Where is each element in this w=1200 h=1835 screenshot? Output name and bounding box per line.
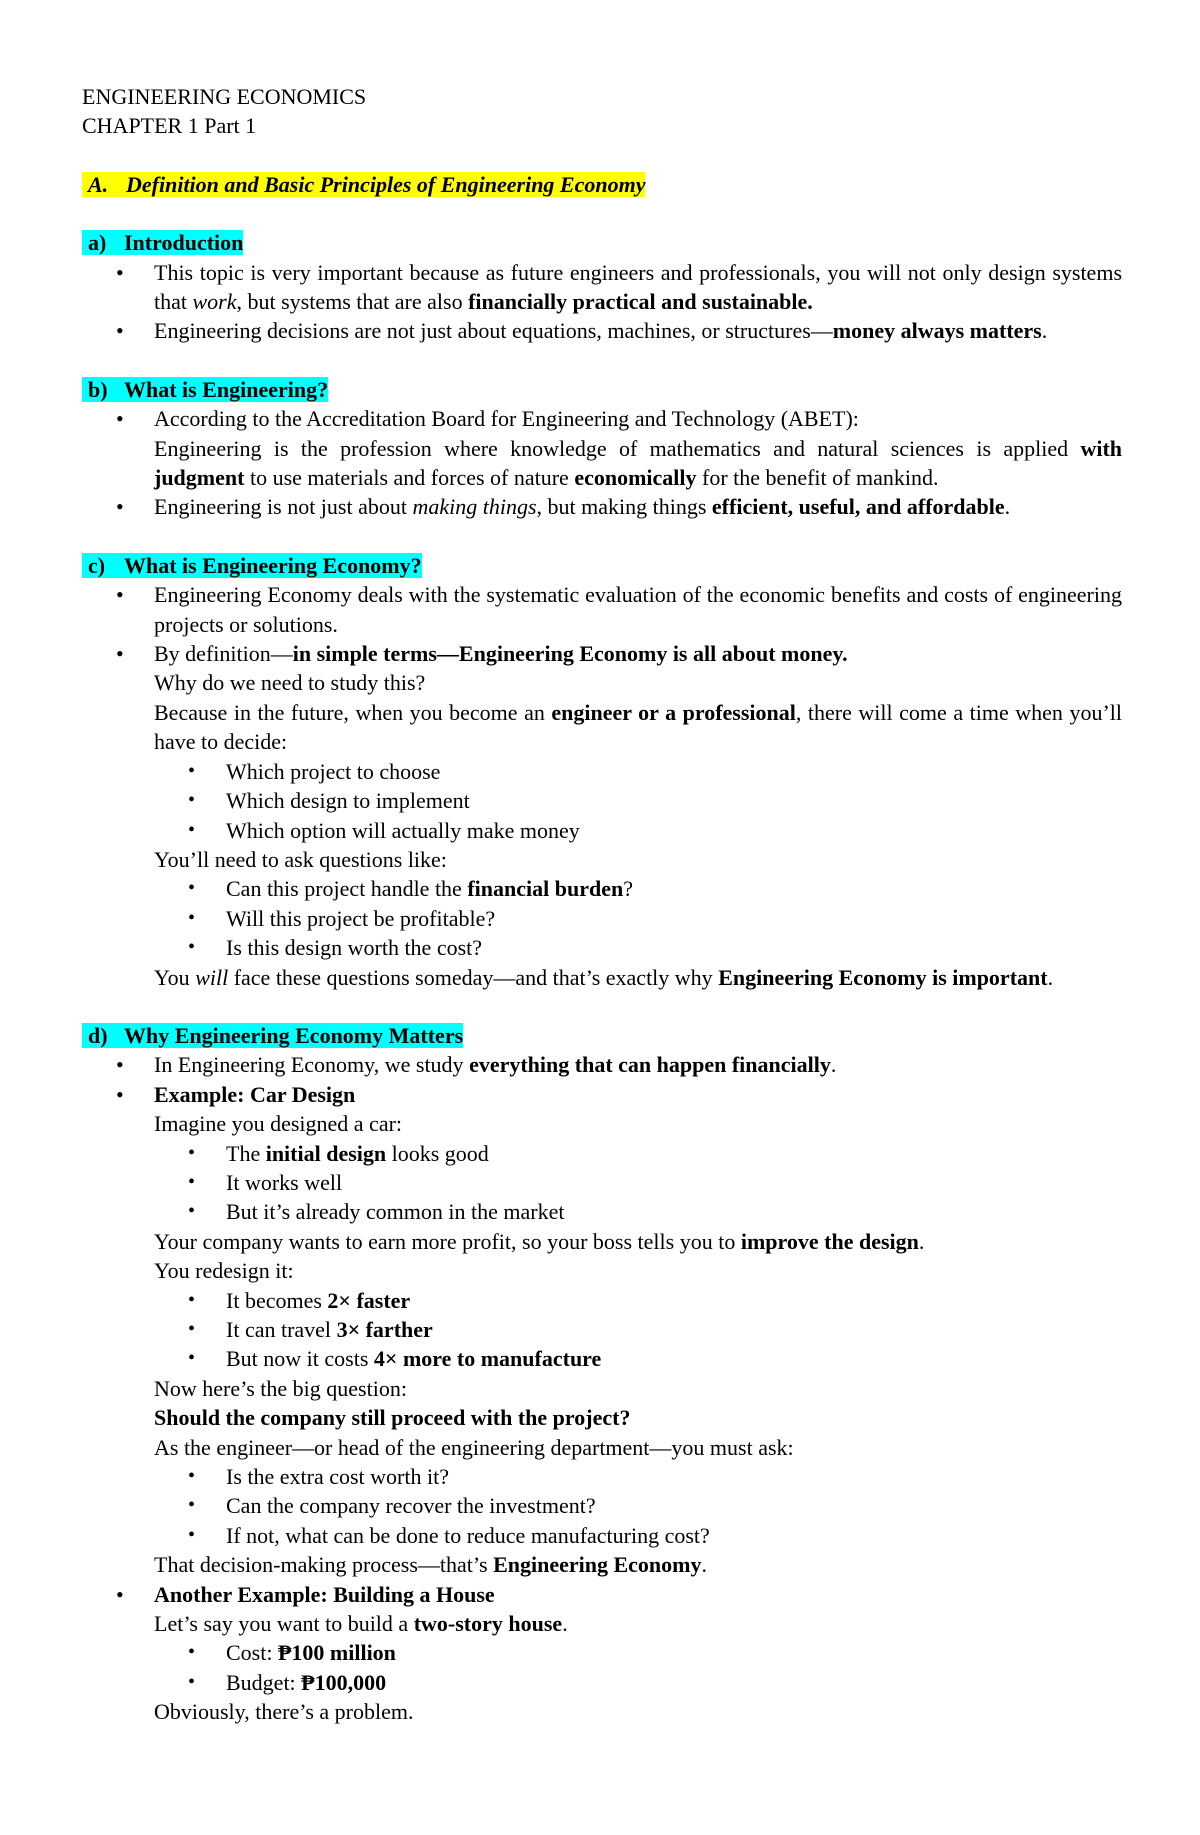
engineering-title: What is Engineering? [124,376,329,402]
intro-letter: a) [88,230,107,256]
list-item: • The initial design looks good [154,1139,1122,1168]
engineer-questions-list [154,1462,1122,1550]
list-item: • Example: Car Design Imagine you designed a car: • The initial design looks good • It works well • But it’s already common in the market Your company wants to earn more profit, so your boss tells you to improve the design. You redesign it: • It becomes 2× faster • It can travel 3× farther • But now it costs 4× more to manufacture Now here’s the big question: Should the company still proceed with the project? As the engineer—or head of the engineering department—you must ask: • Is the extra cost worth it? • Can the company recover the investment? • If not, what can be done to reduce manufacturing cost? That decision-making process—that’s Engineering Economy. [82,1080,1122,1580]
decide-list [154,757,1122,845]
section-a-heading [82,170,1122,199]
econ-title: What is Engineering Economy? [124,552,422,578]
list-item: • This topic is very important because as future engineers and professionals, you will not only design systems that work, but systems that are also financially practical and sustainable. [82,258,1122,317]
list-item: • Engineering is not just about making things, but making things efficient, useful, and affordable. [82,492,1122,521]
list-item: • Which project to choose [154,757,1122,786]
questions-list [154,874,1122,962]
list-item: • Can the company recover the investment? [154,1491,1122,1520]
redesign-list [154,1286,1122,1374]
list-item: • But it’s already common in the market [154,1197,1122,1226]
why-question: Why do we need to study this? [154,670,426,696]
house-example-title: Another Example: Building a House [154,1581,495,1607]
list-item: • Engineering Economy deals with the systematic evaluation of the economic benefits and costs of engineering projects or solutions. [82,580,1122,639]
section-a-letter: A. [88,171,109,197]
list-item: • But now it costs 4× more to manufacture [154,1344,1122,1373]
list-item: • Is this design worth the cost? [154,933,1122,962]
house-cost-list [154,1638,1122,1697]
intro-heading [82,228,1122,257]
econ-list [82,580,1122,992]
big-question: Should the company still proceed with the project? [154,1405,631,1431]
intro-title: Introduction [124,230,244,256]
list-item: • Another Example: Building a House Let’s say you want to build a two-story house. • Cost: ₱100 million • Budget: ₱100,000 Obviously, there’s a problem. [82,1580,1122,1727]
engineering-list [82,404,1122,522]
list-item: • Which option will actually make money [154,816,1122,845]
list-item: • Will this project be profitable? [154,904,1122,933]
list-item: • Cost: ₱100 million [154,1638,1122,1667]
document-title: ENGINEERING ECONOMICS [82,84,367,109]
list-item: • In Engineering Economy, we study everything that can happen financially. [82,1050,1122,1079]
list-item: • It becomes 2× faster [154,1286,1122,1315]
engineering-letter: b) [88,376,108,402]
list-item: • By definition—in simple terms—Engineering Economy is all about money. Why do we need to study this? Because in the future, when you become an engineer or a professional, there will come a time when you’ll have to decide: • Which project to choose • Which design to implement • Which option will actually make money You’ll need to ask questions like: • Can this project handle the financial burden? • Will this project be profitable? • Is this design worth the cost? You will face these questions someday—and that’s exactly why Engineering Economy is important. [82,639,1122,992]
matters-list [82,1050,1122,1726]
document-header [82,82,1122,141]
list-item: • According to the Accreditation Board for Engineering and Technology (ABET): Engineering is the profession where knowledge of mathematics and natural sciences is applied with judgment to use materials and forces of nature economically for the benefit of mankind. [82,404,1122,492]
matters-heading [82,1021,1122,1050]
list-item: • If not, what can be done to reduce manufacturing cost? [154,1521,1122,1550]
list-item: • Budget: ₱100,000 [154,1668,1122,1697]
list-item: • Engineering decisions are not just about equations, machines, or structures—money always matters. [82,316,1122,345]
document-page [82,82,1122,1727]
econ-heading [82,551,1122,580]
list-item: • It can travel 3× farther [154,1315,1122,1344]
car-initial-list [154,1139,1122,1227]
list-item: • Can this project handle the financial burden? [154,874,1122,903]
list-item: • Is the extra cost worth it? [154,1462,1122,1491]
econ-letter: c) [88,552,106,578]
chapter-title: CHAPTER 1 Part 1 [82,113,257,139]
list-item: • It works well [154,1168,1122,1197]
intro-list [82,258,1122,346]
list-item: • Which design to implement [154,786,1122,815]
matters-letter: d) [88,1022,108,1048]
section-a-title: Definition and Basic Principles of Engineering Economy [126,171,646,197]
engineering-heading [82,375,1122,404]
matters-title: Why Engineering Economy Matters [124,1022,464,1048]
car-example-title: Example: Car Design [154,1081,356,1107]
